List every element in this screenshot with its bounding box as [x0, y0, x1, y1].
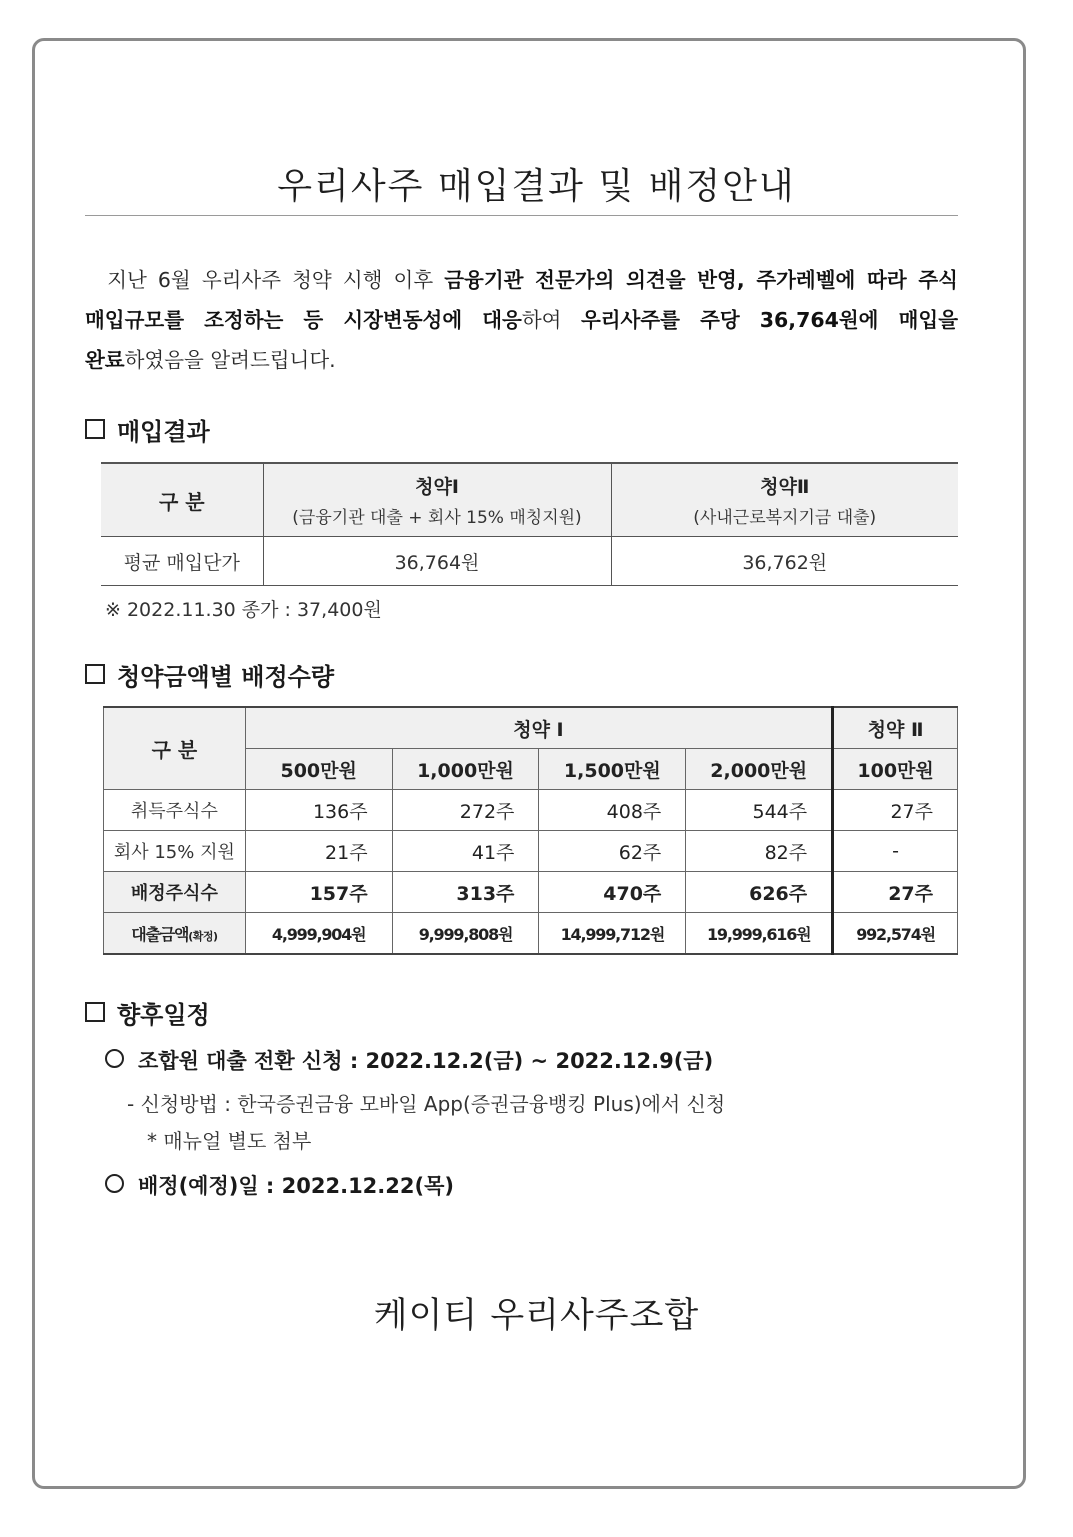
- cell-value: 36,762원: [611, 537, 958, 586]
- cell-value: 470주: [539, 872, 686, 913]
- manual-note: * 매뉴얼 별도 첨부: [147, 1129, 312, 1153]
- square-bullet-icon: [85, 419, 105, 439]
- cell-value: 19,999,616원: [686, 913, 833, 955]
- cell-value: 41주: [392, 831, 539, 872]
- application-method: - 신청방법 : 한국증권금융 모바일 App(증권금융뱅킹 Plus)에서 신청: [127, 1092, 726, 1116]
- cell-value: 4,999,904원: [245, 913, 392, 955]
- cell-value: 82주: [686, 831, 833, 872]
- cell-value: 626주: [686, 872, 833, 913]
- cell-value: 313주: [392, 872, 539, 913]
- cell-value: 36,764원: [263, 537, 611, 586]
- header-category: 구 분: [101, 463, 263, 537]
- intro-bold-1: 금융기관 전문가의 의견을 반영, 주가레벨에 따라 주식 매입규모를 조정하는 등 시장변동성에 대응: [85, 268, 958, 332]
- cell-value: 9,999,808원: [392, 913, 539, 955]
- row-label: [104, 913, 246, 955]
- header-group-1: 청약 Ⅰ: [245, 707, 832, 749]
- row-label-small: (확정): [188, 929, 218, 943]
- table-header-row: [101, 463, 958, 537]
- header-subscription-2: [611, 463, 958, 537]
- header-subtitle: (사내근로복지기금 대출): [693, 508, 877, 528]
- cell-value: 992,574원: [833, 913, 958, 955]
- header-amount: 500만원: [245, 749, 392, 790]
- section-heading-allocation: [85, 657, 334, 692]
- section-heading-text: 청약금액별 배정수량: [117, 663, 335, 691]
- table-row: [101, 537, 958, 586]
- row-label: 취득주식수: [104, 790, 246, 831]
- intro-bold-2: 우리사주를 주당 36,764원에 매입을 완료: [85, 308, 958, 372]
- cell-value: 157주: [245, 872, 392, 913]
- cell-value: 27주: [833, 790, 958, 831]
- row-label: 회사 15% 지원: [104, 831, 246, 872]
- header-amount: 1,500만원: [539, 749, 686, 790]
- header-amount: 100만원: [833, 749, 958, 790]
- header-title: 청약Ⅱ: [760, 476, 810, 498]
- row-label: 평균 매입단가: [101, 537, 263, 586]
- section-heading-purchase-result: [85, 412, 210, 447]
- schedule-item-allocation-date: [105, 1170, 454, 1200]
- intro-paragraph: [85, 260, 958, 380]
- row-label: 배정주식수: [104, 872, 246, 913]
- section-heading-text: 매입결과: [117, 418, 210, 446]
- table-row: [104, 790, 958, 831]
- cell-value: 62주: [539, 831, 686, 872]
- intro-text-2: 하여: [521, 308, 581, 332]
- cell-value: 408주: [539, 790, 686, 831]
- header-category: 구 분: [104, 707, 246, 790]
- purchase-result-table: [101, 462, 958, 586]
- schedule-item-loan-conversion: [105, 1045, 713, 1075]
- header-title: 청약Ⅰ: [415, 476, 459, 498]
- cell-value: 544주: [686, 790, 833, 831]
- header-subscription-1: [263, 463, 611, 537]
- title-divider: [85, 215, 958, 216]
- intro-text-1: 지난 6월 우리사주 청약 시행 이후: [107, 268, 445, 292]
- table-row: [104, 831, 958, 872]
- issuer-signature: 케이티 우리사주조합: [373, 1296, 700, 1336]
- header-amount: 2,000만원: [686, 749, 833, 790]
- square-bullet-icon: [85, 1002, 105, 1022]
- section-heading-text: 향후일정: [117, 1001, 210, 1029]
- circle-bullet-icon: [105, 1174, 124, 1193]
- header-subtitle: (금융기관 대출 + 회사 15% 매칭지원): [292, 508, 582, 528]
- table-header-row: [104, 707, 958, 749]
- header-amount: 1,000만원: [392, 749, 539, 790]
- cell-value: 272주: [392, 790, 539, 831]
- cell-value: -: [833, 831, 958, 872]
- circle-bullet-icon: [105, 1049, 124, 1068]
- cell-value: 21주: [245, 831, 392, 872]
- section-heading-schedule: [85, 995, 210, 1030]
- square-bullet-icon: [85, 664, 105, 684]
- header-group-2: 청약 Ⅱ: [833, 707, 958, 749]
- table-row: [104, 872, 958, 913]
- table-row: [104, 913, 958, 955]
- schedule-item-text: 배정(예정)일 : 2022.12.22(목): [138, 1174, 454, 1198]
- allocation-table: [103, 706, 958, 955]
- cell-value: 27주: [833, 872, 958, 913]
- row-label-main: 대출금액: [131, 924, 189, 944]
- cell-value: 14,999,712원: [539, 913, 686, 955]
- page-title: 우리사주 매입결과 및 배정안내: [277, 166, 796, 207]
- closing-price-note: ※ 2022.11.30 종가 : 37,400원: [105, 599, 382, 621]
- cell-value: 136주: [245, 790, 392, 831]
- schedule-item-text: 조합원 대출 전환 신청 : 2022.12.2(금) ~ 2022.12.9(금): [138, 1049, 714, 1073]
- intro-text-3: 하였음을 알려드립니다.: [124, 348, 336, 372]
